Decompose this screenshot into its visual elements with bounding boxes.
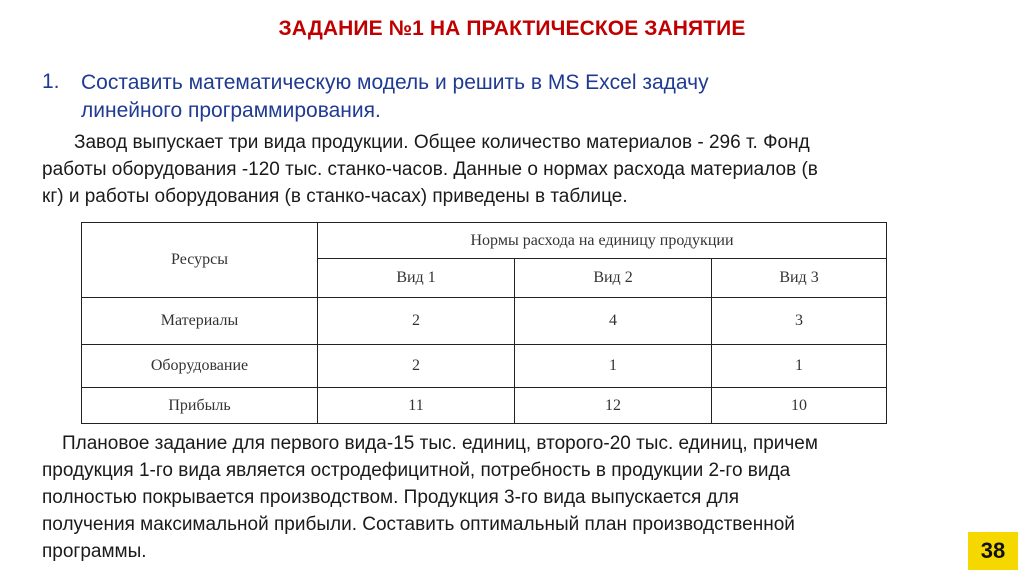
cell-value: 2 xyxy=(318,298,515,345)
resources-header: Ресурсы xyxy=(82,223,318,298)
intro-line-1: Завод выпускает три вида продукции. Общее количество материалов - 296 т. Фонд xyxy=(74,132,810,153)
plan-line-3: полностью покрывается производством. Продукция 3-го вида выпускается для xyxy=(42,487,739,508)
type-header-2: Вид 2 xyxy=(515,259,712,298)
cell-value: 10 xyxy=(712,388,887,424)
slide-number-badge: 38 xyxy=(968,532,1018,570)
task-line-2: линейного программирования. xyxy=(81,99,381,122)
cell-value: 12 xyxy=(515,388,712,424)
cell-value: 1 xyxy=(515,345,712,388)
type-header-1: Вид 1 xyxy=(318,259,515,298)
cell-value: 11 xyxy=(318,388,515,424)
cell-value: 3 xyxy=(712,298,887,345)
cell-value: 2 xyxy=(318,345,515,388)
table-row xyxy=(82,345,887,388)
cell-value: 4 xyxy=(515,298,712,345)
type-header-3: Вид 3 xyxy=(712,259,887,298)
plan-line-2: продукция 1-го вида является остродефицитной, потребность в продукции 2-го вида xyxy=(42,460,791,481)
intro-line-2: работы оборудования -120 тыс. станко-часов. Данные о нормах расхода материалов (в xyxy=(42,159,818,180)
row-label: Прибыль xyxy=(82,388,318,424)
plan-line-5: программы. xyxy=(42,541,147,562)
table-row xyxy=(82,298,887,345)
row-label: Материалы xyxy=(82,298,318,345)
slide-title: ЗАДАНИЕ №1 НА ПРАКТИЧЕСКОЕ ЗАНЯТИЕ xyxy=(278,17,746,40)
task-number: 1. xyxy=(42,70,60,93)
norms-header: Нормы расхода на единицу продукции xyxy=(318,223,887,259)
intro-line-3: кг) и работы оборудования (в станко-часах) приведены в таблице. xyxy=(42,186,628,207)
plan-line-4: получения максимальной прибыли. Составить оптимальный план производственной xyxy=(42,514,795,535)
task-line-1: Составить математическую модель и решить в MS Excel задачу xyxy=(81,71,709,94)
row-label: Оборудование xyxy=(82,345,318,388)
norms-table xyxy=(81,222,887,424)
cell-value: 1 xyxy=(712,345,887,388)
plan-line-1: Плановое задание для первого вида-15 тыс. единиц, второго-20 тыс. единиц, причем xyxy=(62,433,818,454)
table-row xyxy=(82,388,887,424)
